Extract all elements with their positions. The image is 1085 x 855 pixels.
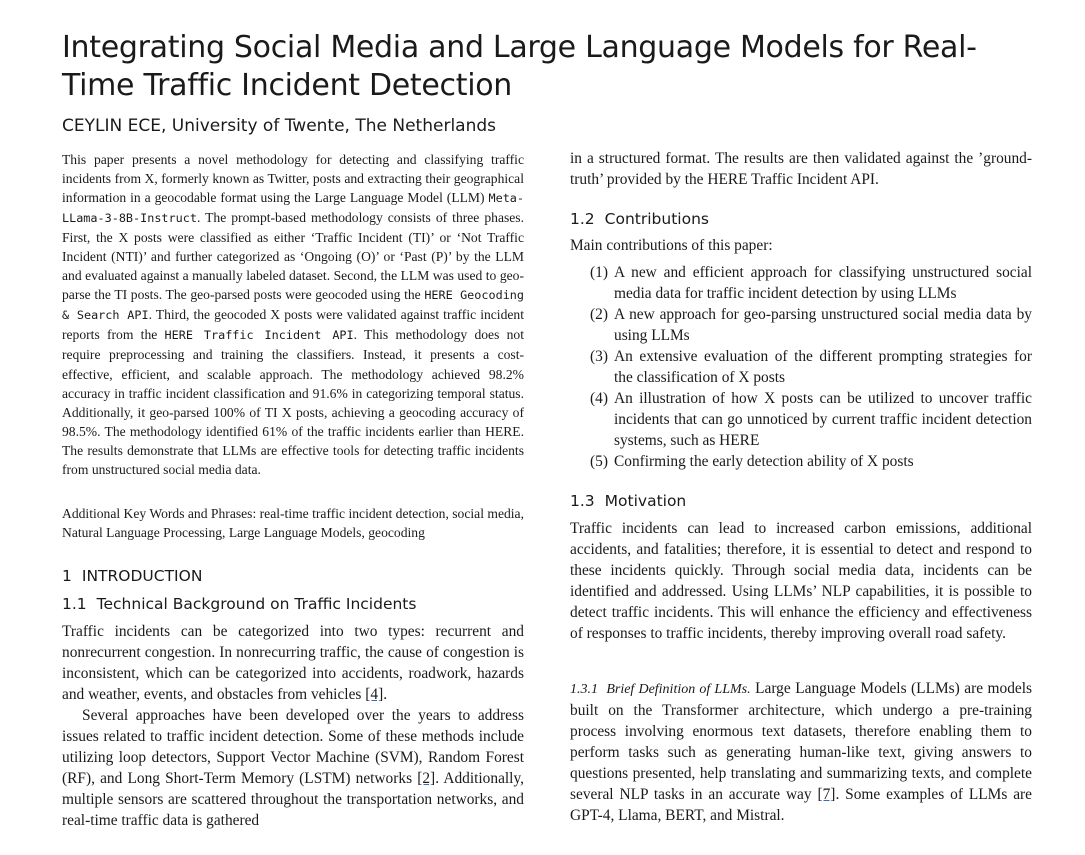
subsection-motivation-heading: 1.3 Motivation bbox=[570, 492, 687, 510]
model-name: Meta-LLama-3-8B-Instruct bbox=[62, 191, 524, 226]
paper-title: Integrating Social Media and Large Language Models for Real-Time Traffic Incident Detection bbox=[62, 30, 977, 103]
citation-link[interactable]: [4] bbox=[365, 686, 384, 703]
contributions-lead: Main contributions of this paper: bbox=[570, 237, 773, 254]
paragraph: Several approaches have been developed over the years to address issues related to traffic incident detection. Some of these methods include utilizing loop detectors, Support Vector Machine (SVM), Random Forest (RF), and Long Short-Term Memory (LSTM) networks [2]. Additionally, multiple sensors are scattered throughout the transportation networks, and real-time traffic data is gathered bbox=[62, 707, 524, 829]
motivation-body bbox=[570, 518, 1032, 644]
citation-link[interactable]: [7] bbox=[817, 786, 836, 803]
list-item: (3) An extensive evaluation of the different prompting strategies for the classification of X posts bbox=[590, 348, 1032, 386]
continued-text bbox=[570, 148, 1032, 190]
section-introduction-heading: 1 INTRODUCTION bbox=[62, 567, 203, 585]
author-affiliation: University of Twente, The Netherlands bbox=[171, 116, 497, 136]
incident-api-name: HERE Traffic Incident API bbox=[164, 328, 354, 343]
list-item: (1) A new and efficient approach for classifying unstructured social media data for traffic incident detection by using LLMs bbox=[590, 264, 1032, 302]
citation-link[interactable]: [2] bbox=[417, 770, 436, 787]
keywords-text: Additional Key Words and Phrases: real-time traffic incident detection, social media, Natural Language Processing, Large Language Models, geocoding bbox=[62, 506, 524, 540]
llm-definition bbox=[570, 678, 1032, 826]
list-item: (2) A new approach for geo-parsing unstructured social media data by using LLMs bbox=[590, 306, 1032, 344]
paragraph: in a structured format. The results are then validated against the ’ground-truth’ provided by the HERE Traffic Incident API. bbox=[570, 150, 1032, 188]
list-item: (5) Confirming the early detection ability of X posts bbox=[590, 453, 914, 470]
geocoding-api-name: HERE Geocoding & Search API bbox=[62, 288, 525, 323]
subsection-contributions-heading: 1.2 Contributions bbox=[570, 210, 709, 228]
contributions-list bbox=[590, 262, 1032, 472]
list-item: (4) An illustration of how X posts can be utilized to uncover traffic incidents that can go unnoticed by current traffic incident detection systems, such as HERE bbox=[590, 390, 1032, 449]
subsubsection-heading: 1.3.1 Brief Definition of LLMs. bbox=[570, 682, 751, 697]
subsection-technical-background-heading: 1.1 Technical Background on Traffic Incidents bbox=[62, 595, 417, 613]
author-line bbox=[62, 116, 496, 136]
paragraph: Traffic incidents can be categorized into two types: recurrent and nonrecurrent congestion. In nonrecurring traffic, the cause of congestion is inconsistent, which can be categorized into accidents, roadwork, hazards and weather, events, and obstacles from vehicles [4]. bbox=[62, 623, 524, 703]
author-name: CEYLIN ECE, bbox=[62, 116, 167, 136]
technical-background-body bbox=[62, 621, 524, 831]
abstract bbox=[62, 150, 524, 479]
paragraph: Traffic incidents can lead to increased carbon emissions, additional accidents, and fatalities; therefore, it is essential to detect and respond to these incidents quickly. Through social media data, incidents can be identified and addressed. Using LLMs’ NLP capabilities, it is possible to detect traffic incidents. This will enhance the efficiency and effectiveness of responses to traffic incidents, thereby improving overall road safety. bbox=[570, 520, 1032, 642]
abstract-text: This paper presents a novel methodology for detecting and classifying traffic incidents from X, formerly known as Twitter, posts and extracting their geographical information in a geocodable format using the Large Language Model (LLM) Meta-LLama-3-8B-Instruct. The prompt-based methodology consists of three phases. First, the X posts were classified as either ‘Traffic Incident (TI)’ or ‘Not Traffic Incident (NTI)’ and further categorized as ‘Ongoing (O)’ or ‘Past (P)’ by the LLM and evaluated against a manually labeled dataset. Second, the LLM was used to geo-parse the TI posts. The geo-parsed posts were geocoded using the HERE Geocoding & Search API. Third, the geocoded X posts were validated against traffic incident reports from the HERE Traffic Incident API. This methodology does not require preprocessing and training the classifiers. Instead, it presents a cost-effective, efficient, and scalable approach. The methodology achieved 98.2% accuracy in traffic incident classification and 91.6% in categorizing temporal status. Additionally, it geo-parsed 100% of TI X posts, achieving a geocoding accuracy of 98.5%. The methodology identified 61% of the traffic incidents earlier than HERE. The results demonstrate that LLMs are effective tools for detecting traffic incidents from unstructured social media data. bbox=[62, 152, 525, 477]
paragraph: 1.3.1 Brief Definition of LLMs. Large Language Models (LLMs) are models built on the Transformer architecture, which undergo a pre-training process involving enormous text datasets, therefore enabling them to perform tasks such as generating human-like text, giving answers to questions presented, help translating and summarizing texts, and complete several NLP tasks in an accurate way [7]. Some examples of LLMs are GPT-4, Llama, BERT, and Mistral. bbox=[570, 680, 1033, 824]
keywords bbox=[62, 504, 524, 542]
